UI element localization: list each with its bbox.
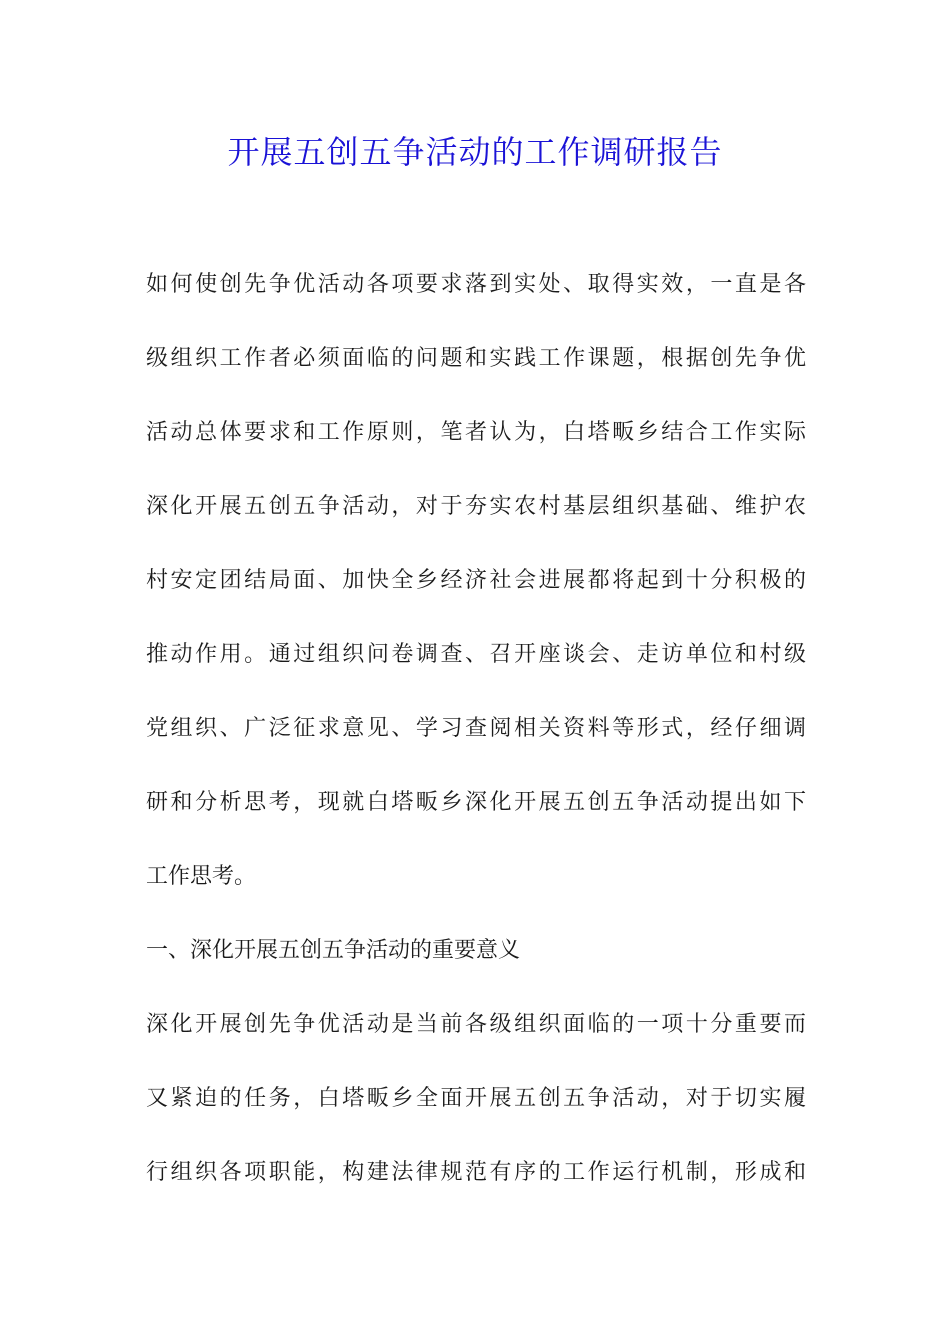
paragraph-line-3: 活动总体要求和工作原则，笔者认为，白塔畈乡结合工作实际 xyxy=(146,420,806,445)
paragraph-line-10: 深化开展创先争优活动是当前各级组织面临的一项十分重要而 xyxy=(146,1012,806,1037)
paragraph-line-12: 行组织各项职能，构建法律规范有序的工作运行机制，形成和 xyxy=(146,1160,806,1185)
paragraph-line-1: 如何使创先争优活动各项要求落到实处、取得实效，一直是各 xyxy=(146,272,806,297)
paragraph-line-9: 工作思考。 xyxy=(146,864,257,889)
paragraph-line-4: 深化开展五创五争活动，对于夯实农村基层组织基础、维护农 xyxy=(146,494,806,519)
section-heading: 一、深化开展五创五争活动的重要意义 xyxy=(146,938,521,963)
document-title: 开展五创五争活动的工作调研报告 xyxy=(227,133,723,171)
paragraph-line-2: 级组织工作者必须面临的问题和实践工作课题，根据创先争优 xyxy=(146,346,806,371)
paragraph-line-5: 村安定团结局面、加快全乡经济社会进展都将起到十分积极的 xyxy=(146,568,806,593)
paragraph-line-6: 推动作用。通过组织问卷调查、召开座谈会、走访单位和村级 xyxy=(146,642,806,667)
paragraph-line-11: 又紧迫的任务，白塔畈乡全面开展五创五争活动，对于切实履 xyxy=(146,1086,806,1111)
paragraph-line-7: 党组织、广泛征求意见、学习查阅相关资料等形式，经仔细调 xyxy=(146,716,806,741)
paragraph-line-8: 研和分析思考，现就白塔畈乡深化开展五创五争活动提出如下 xyxy=(146,790,806,815)
